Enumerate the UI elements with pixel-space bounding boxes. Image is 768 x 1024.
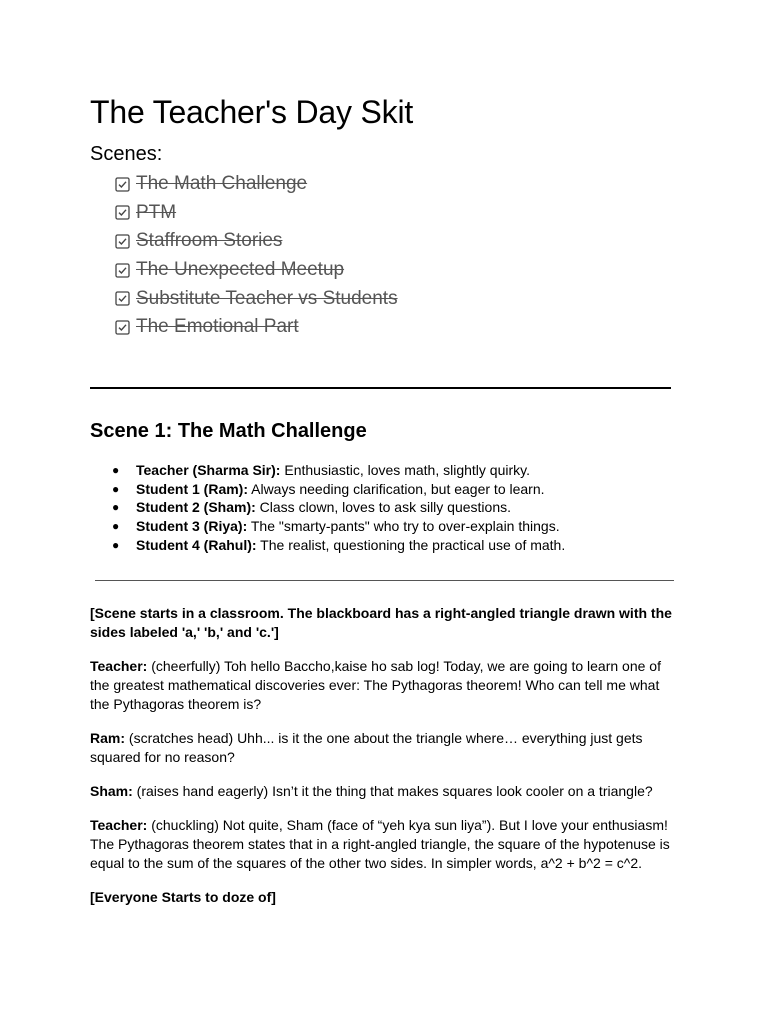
stage-direction: [Scene starts in a classroom. The blackboard has a right-angled triangle drawn with the sides labeled 'a,' 'b,' and 'c.'] bbox=[90, 605, 672, 640]
checklist-item-label: Substitute Teacher vs Students bbox=[136, 287, 398, 309]
cast-name: Student 2 (Sham): bbox=[136, 499, 256, 516]
cast-list-item bbox=[112, 461, 565, 480]
checklist-item[interactable] bbox=[115, 284, 398, 313]
bullet-icon: ● bbox=[112, 500, 120, 515]
section-divider bbox=[90, 387, 671, 389]
cast-name: Teacher (Sharma Sir): bbox=[136, 462, 281, 478]
checklist-item[interactable] bbox=[115, 170, 398, 199]
dialogue-text: (raises hand eagerly) Isn’t it the thing that makes squares look cooler on a triangle? bbox=[132, 783, 653, 799]
cast-entry bbox=[136, 480, 545, 499]
checklist-item[interactable] bbox=[115, 199, 398, 228]
cast-list bbox=[112, 461, 565, 555]
dialogue-line bbox=[90, 816, 680, 873]
cast-entry bbox=[136, 461, 530, 480]
speaker-name: Teacher: bbox=[90, 658, 148, 674]
cast-description: The "smarty-pants" who try to over-explain things. bbox=[247, 518, 560, 535]
dialogue-text: (cheerfully) Toh hello Baccho,kaise ho sab log! Today, we are going to learn one of the greatest mathematical discoveries ever: The Pythagoras theorem! Who can tell me what the Pythagoras theorem is? bbox=[90, 658, 661, 712]
cast-name: Student 3 (Riya): bbox=[136, 518, 248, 535]
script-body bbox=[90, 604, 680, 922]
cast-description: Enthusiastic, loves math, slightly quirky. bbox=[280, 462, 530, 478]
cast-description: Always needing clarification, but eager to learn. bbox=[248, 480, 545, 497]
dialogue-line bbox=[90, 657, 680, 714]
checklist-item-label: PTM bbox=[136, 201, 177, 223]
cast-name: Student 4 (Rahul): bbox=[136, 536, 257, 553]
bullet-icon: ● bbox=[112, 481, 120, 496]
scenes-heading: Scenes: bbox=[90, 143, 163, 165]
speaker-name: Sham: bbox=[90, 783, 133, 799]
cast-list-item bbox=[112, 498, 565, 517]
stage-direction: [Everyone Starts to doze of] bbox=[90, 889, 276, 905]
cast-list-item bbox=[112, 480, 565, 499]
cast-list-item bbox=[112, 536, 565, 555]
cast-description: The realist, questioning the practical use of math. bbox=[256, 536, 566, 553]
cast-entry bbox=[136, 498, 511, 517]
checked-checkbox-icon[interactable] bbox=[115, 291, 130, 306]
cast-entry bbox=[136, 536, 565, 555]
speaker-name: Teacher: bbox=[90, 817, 148, 833]
cast-entry bbox=[136, 517, 560, 536]
checked-checkbox-icon[interactable] bbox=[115, 205, 130, 220]
checked-checkbox-icon[interactable] bbox=[115, 177, 130, 192]
speaker-name: Ram: bbox=[90, 730, 126, 746]
checklist-item-label: The Unexpected Meetup bbox=[136, 259, 345, 281]
dialogue-text: (scratches head) Uhh... is it the one about the triangle where… everything just gets squared for no reason? bbox=[90, 730, 643, 765]
cast-name: Student 1 (Ram): bbox=[136, 480, 248, 497]
checked-checkbox-icon[interactable] bbox=[115, 263, 130, 278]
checked-checkbox-icon[interactable] bbox=[115, 234, 130, 249]
scenes-checklist bbox=[115, 170, 398, 342]
checklist-item[interactable] bbox=[115, 256, 398, 285]
checklist-item[interactable] bbox=[115, 313, 398, 342]
checklist-item[interactable] bbox=[115, 227, 398, 256]
dialogue-text: (chuckling) Not quite, Sham (face of “yeh kya sun liya”). But I love your enthusiasm! The Pythagoras theorem states that in a right-angled triangle, the square of the hypotenuse is equal to the sum of the squares of the other two sides. In simpler words, a^2 + b^2 = c^2. bbox=[90, 817, 670, 871]
page-title: The Teacher's Day Skit bbox=[90, 94, 414, 130]
checklist-item-label: Staffroom Stories bbox=[136, 230, 283, 252]
cast-description: Class clown, loves to ask silly questions. bbox=[255, 499, 511, 516]
dialogue-line bbox=[90, 782, 680, 801]
cast-list-item bbox=[112, 517, 565, 536]
dialogue-line bbox=[90, 729, 680, 767]
checked-checkbox-icon[interactable] bbox=[115, 320, 130, 335]
bullet-icon: ● bbox=[112, 537, 120, 552]
checklist-item-label: The Math Challenge bbox=[136, 173, 308, 195]
bullet-icon: ● bbox=[112, 519, 120, 534]
scene-heading: Scene 1: The Math Challenge bbox=[90, 420, 367, 442]
checklist-item-label: The Emotional Part bbox=[136, 316, 299, 338]
horizontal-rule bbox=[95, 580, 674, 581]
bullet-icon: ● bbox=[112, 463, 120, 477]
